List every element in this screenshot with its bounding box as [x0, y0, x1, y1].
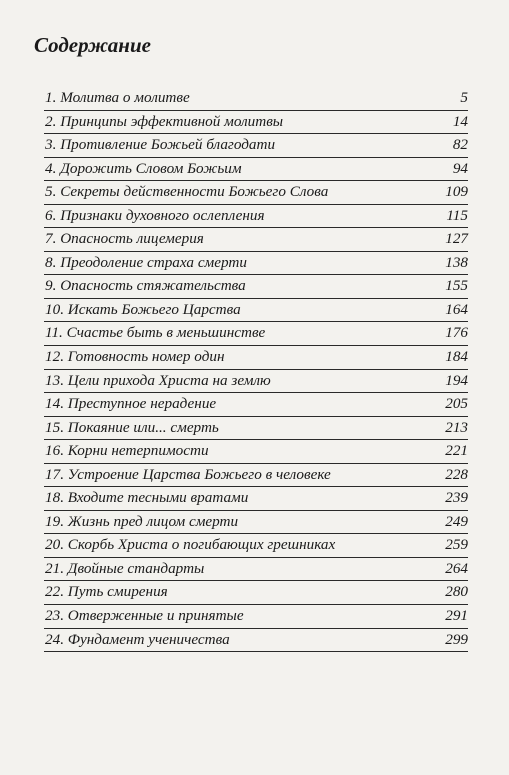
toc-entry-page-number: 205 [445, 395, 468, 413]
toc-entry-label: 3. Противление Божьей благодати [45, 136, 276, 154]
toc-entry-page-number: 155 [445, 277, 468, 295]
toc-entry-page-number: 213 [445, 418, 468, 436]
toc-entry-label: 19. Жизнь пред лицом смерти [45, 512, 239, 530]
toc-entry-label: 21. Двойные стандарты [45, 559, 205, 577]
toc-entry[interactable] [34, 111, 468, 135]
toc-entry[interactable] [34, 370, 468, 394]
toc-entry-page-number: 115 [446, 206, 468, 224]
toc-entry-page-number: 259 [445, 536, 468, 554]
toc-entry-label: 17. Устроение Царства Божьего в человеке [45, 465, 331, 483]
toc-entry-page-number: 239 [445, 489, 468, 507]
toc-entry-label: 5. Секреты действенности Божьего Слова [45, 183, 329, 201]
toc-entry-page-number: 228 [445, 465, 468, 483]
toc-entry-page-number: 299 [445, 630, 468, 648]
toc-entry-page-number: 138 [445, 253, 468, 271]
toc-entry-label: 16. Корни нетерпимости [45, 442, 209, 460]
toc-entry-label: 8. Преодоление страха смерти [45, 253, 247, 271]
toc-entry[interactable] [34, 581, 468, 605]
toc-entry-page-number: 109 [445, 183, 468, 201]
toc-entry-label: 15. Покаяние или... смерть [45, 418, 219, 436]
toc-entry[interactable] [34, 629, 468, 653]
toc-entry-label: 24. Фундамент ученичества [45, 630, 230, 648]
toc-entry-underline [44, 651, 468, 652]
toc-title: Содержание [34, 33, 151, 57]
toc-entry[interactable] [34, 440, 468, 464]
toc-entry-page-number: 249 [445, 512, 468, 530]
toc-entry[interactable] [34, 605, 468, 629]
toc-entry-page-number: 221 [445, 442, 468, 460]
toc-entry[interactable] [34, 205, 468, 229]
toc-entry[interactable] [34, 275, 468, 299]
toc-list [34, 87, 468, 652]
toc-entry-label: 13. Цели прихода Христа на землю [45, 371, 271, 389]
toc-entry-page-number: 14 [452, 112, 468, 130]
toc-entry-label: 23. Отверженные и принятые [45, 607, 244, 625]
toc-entry[interactable] [34, 558, 468, 582]
toc-entry[interactable] [34, 346, 468, 370]
toc-entry-page-number: 194 [445, 371, 468, 389]
toc-entry-page-number: 82 [452, 136, 468, 154]
toc-entry[interactable] [34, 534, 468, 558]
toc-entry-label: 6. Признаки духовного ослепления [45, 206, 265, 224]
toc-entry-page-number: 291 [445, 607, 468, 625]
toc-entry-label: 14. Преступное нерадение [45, 395, 217, 413]
toc-entry[interactable] [34, 158, 468, 182]
toc-entry[interactable] [34, 322, 468, 346]
toc-entry[interactable] [34, 417, 468, 441]
toc-entry-label: 7. Опасность лицемерия [45, 230, 204, 248]
toc-entry-page-number: 264 [445, 559, 468, 577]
toc-entry-label: 9. Опасность стяжательства [45, 277, 246, 295]
toc-entry[interactable] [34, 181, 468, 205]
toc-entry-page-number: 184 [445, 348, 468, 366]
toc-entry[interactable] [34, 487, 468, 511]
toc-entry-page-number: 5 [460, 89, 468, 106]
toc-entry-page-number: 176 [445, 324, 468, 342]
toc-entry[interactable] [34, 299, 468, 323]
toc-entry-label: 1. Молитва о молитве [45, 89, 190, 106]
toc-entry-page-number: 127 [445, 230, 468, 248]
toc-entry-label: 4. Дорожить Словом Божьим [45, 159, 242, 177]
toc-entry[interactable] [34, 228, 468, 252]
toc-entry[interactable] [34, 511, 468, 535]
toc-entry-label: 2. Принципы эффективной молитвы [45, 112, 284, 130]
toc-entry[interactable] [34, 252, 468, 276]
toc-entry[interactable] [34, 87, 468, 111]
toc-entry-page-number: 164 [445, 300, 468, 318]
toc-entry[interactable] [34, 134, 468, 158]
toc-entry-label: 11. Счастье быть в меньшинстве [45, 324, 266, 342]
toc-entry-page-number: 280 [445, 583, 468, 601]
toc-entry-label: 18. Входите тесными вратами [45, 489, 249, 507]
toc-entry[interactable] [34, 393, 468, 417]
toc-entry-label: 22. Путь смирения [45, 583, 168, 601]
toc-entry-label: 10. Искать Божьего Царства [45, 300, 241, 318]
toc-entry-label: 12. Готовность номер один [45, 348, 225, 366]
toc-entry-label: 20. Скорбь Христа о погибающих грешниках [45, 536, 336, 554]
toc-entry-page-number: 94 [452, 159, 468, 177]
toc-entry[interactable] [34, 464, 468, 488]
